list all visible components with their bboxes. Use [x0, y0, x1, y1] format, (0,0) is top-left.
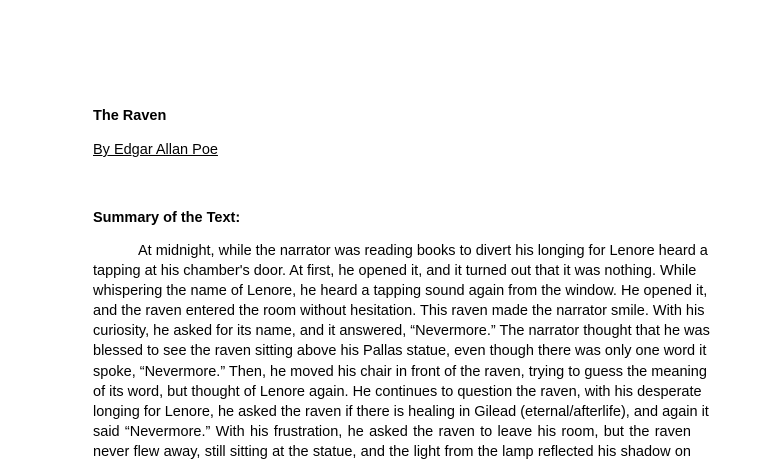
summary-line: spoke, “Nevermore.” Then, he moved his chair in front of the raven, trying to guess the meaning: [93, 363, 707, 380]
summary-line: never flew away, still sitting at the statue, and the light from the lamp reflected his shadow on: [93, 443, 691, 460]
summary-line: At midnight, while the narrator was reading books to divert his longing for Lenore heard a: [138, 243, 708, 259]
summary-line: tapping at his chamber's door. At first, he opened it, and it turned out that it was nothing. While: [93, 263, 697, 280]
document-title: The Raven: [93, 108, 167, 124]
summary-line: blessed to see the raven sitting above his Pallas statue, even though there was only one word it: [93, 343, 707, 360]
summary-line: said “Nevermore.” With his frustration, he asked the raven to leave his room, but the raven: [93, 423, 691, 440]
author-line: By Edgar Allan Poe: [93, 142, 218, 158]
section-heading: Summary of the Text:: [93, 210, 241, 226]
summary-line: whispering the name of Lenore, he heard a tapping sound again from the window. He opened it,: [93, 283, 708, 300]
summary-line: longing for Lenore, he asked the raven if there is healing in Gilead (eternal/afterlife), and again it: [93, 403, 709, 420]
summary-line: and the raven entered the room without hesitation. This raven made the narrator smile. With his: [93, 303, 705, 320]
summary-paragraph: [93, 241, 710, 462]
summary-line: curiosity, he asked for its name, and it answered, “Nevermore.” The narrator thought that he was: [93, 323, 710, 340]
summary-line: of its word, but thought of Lenore again. He continues to question the raven, with his desperate: [93, 383, 702, 400]
